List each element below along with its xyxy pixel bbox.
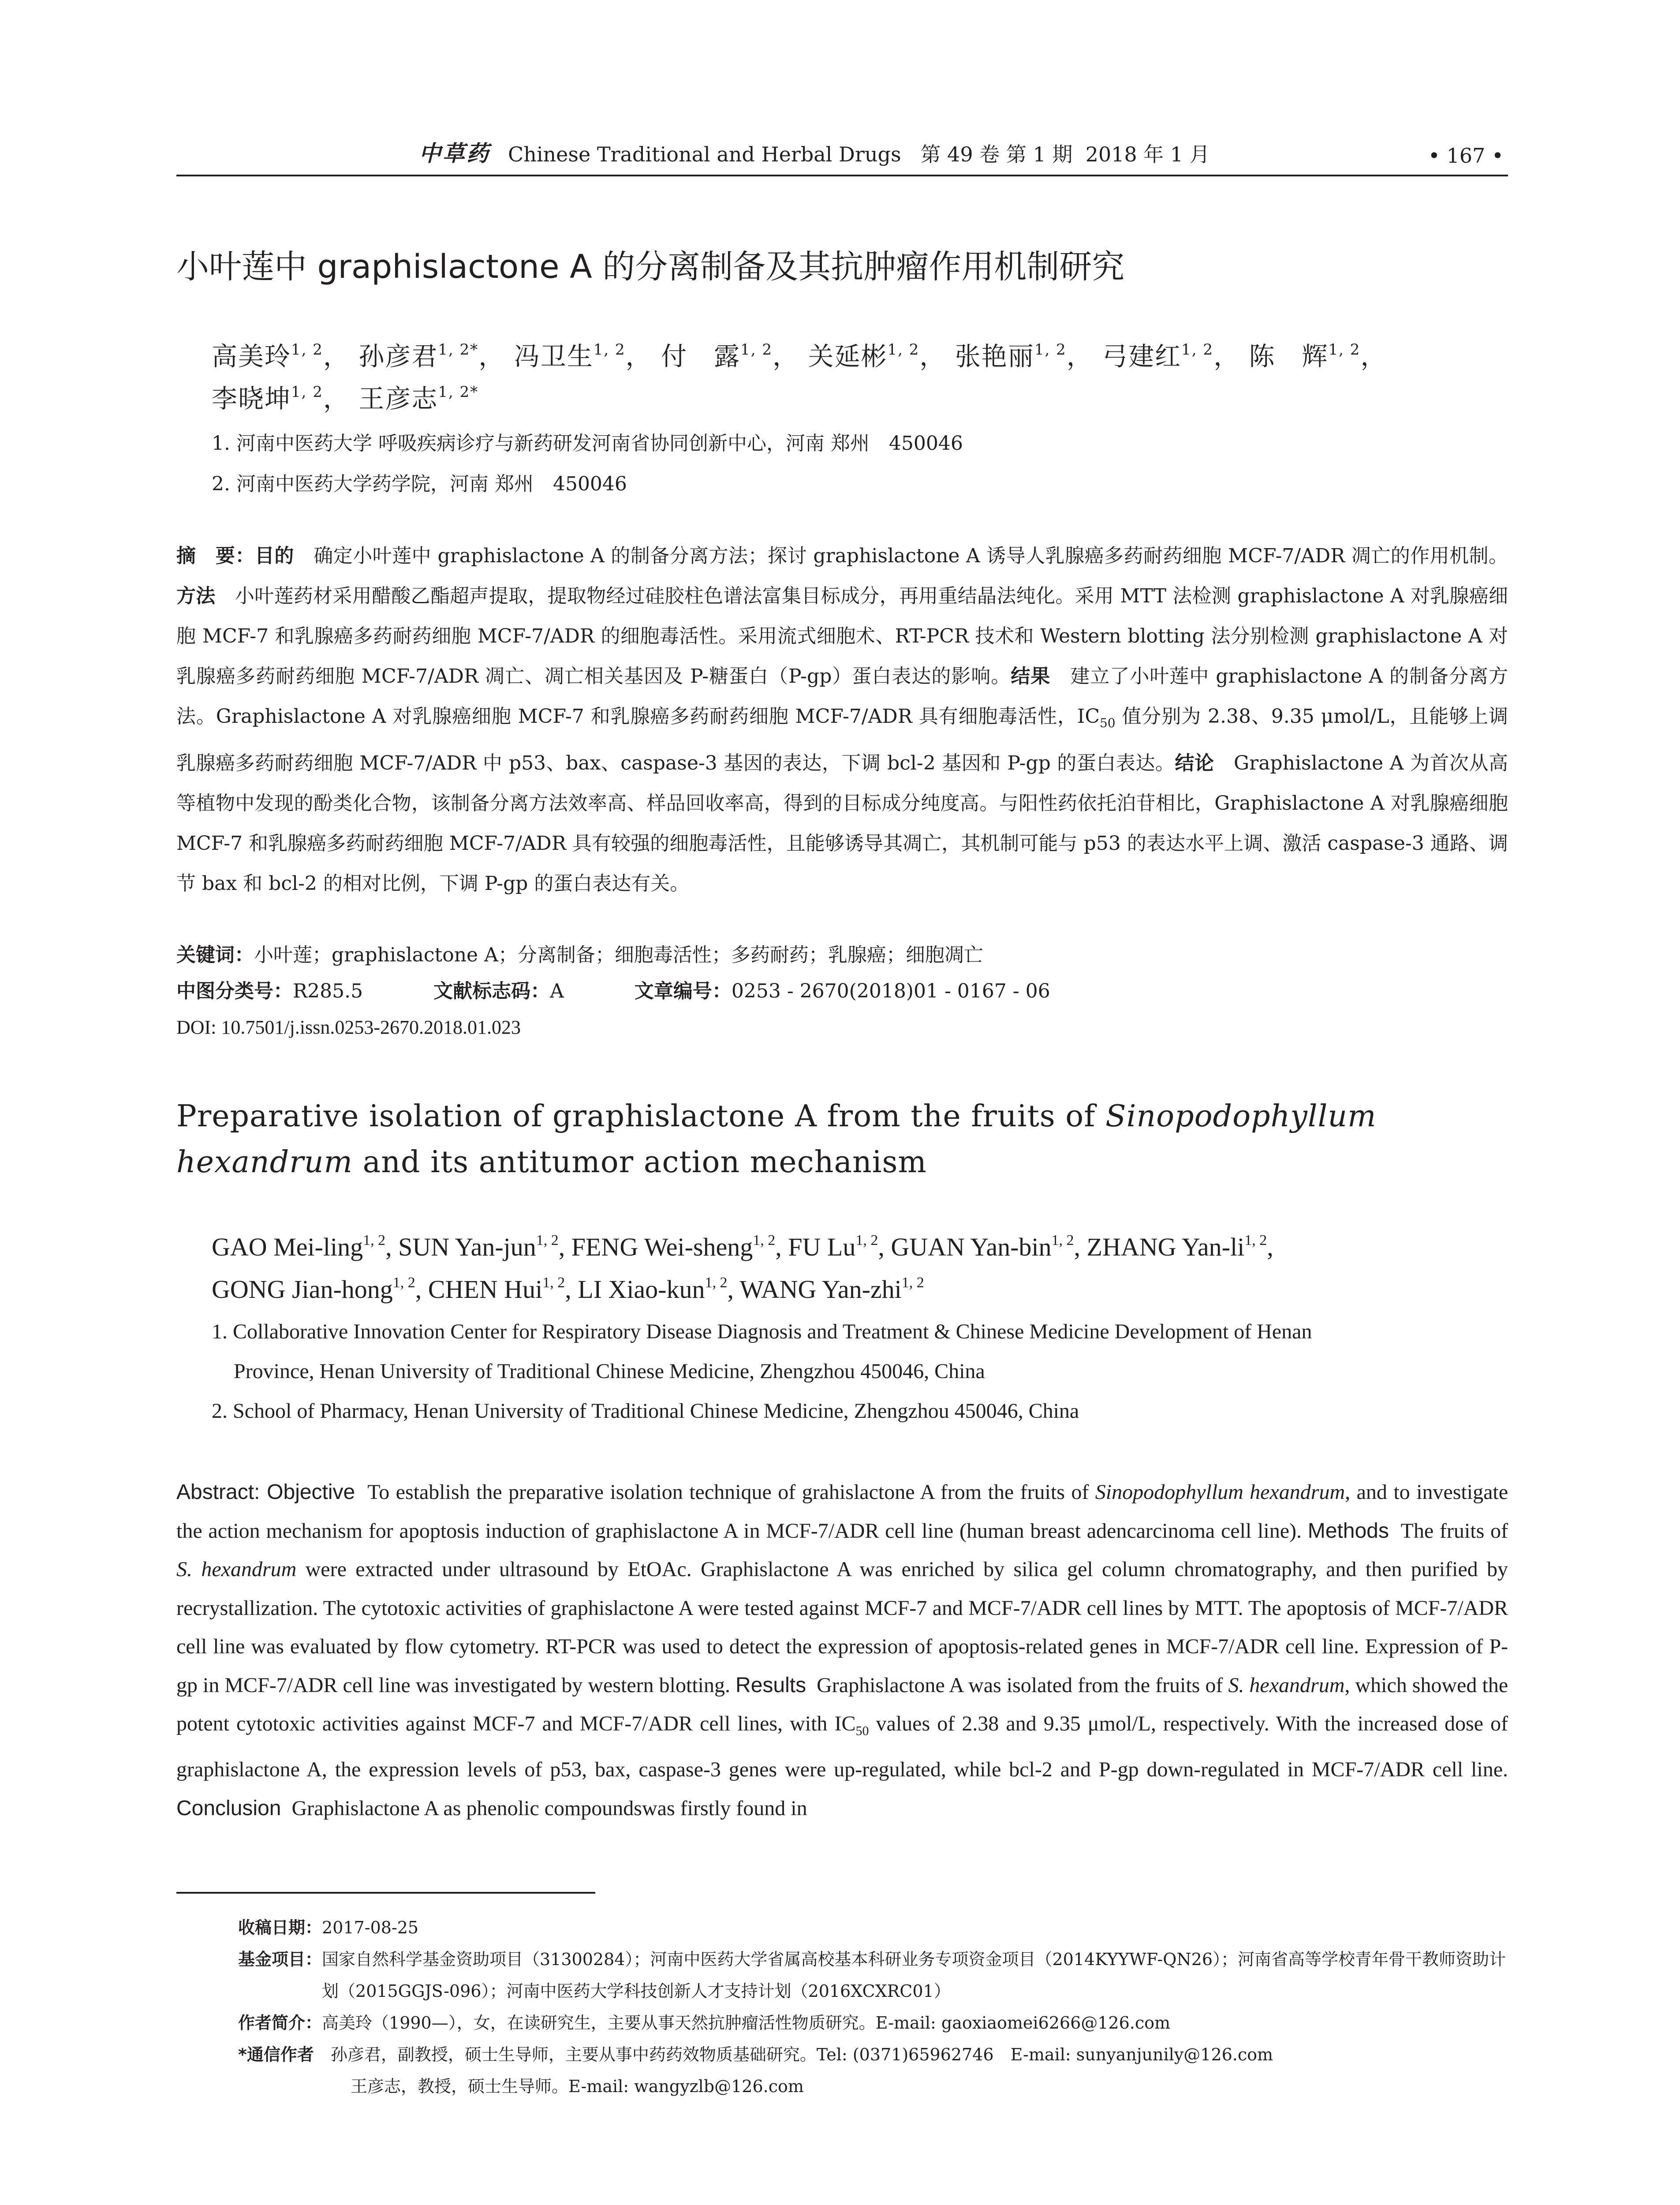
chinese-metadata: [176, 937, 1508, 1046]
author: ZHANG Yan-li$^{1, 2}$,: [1086, 1232, 1273, 1261]
author: GUAN Yan-bin$^{1, 2}$,: [891, 1232, 1087, 1261]
author: GAO Mei-ling$^{1, 2}$,: [212, 1232, 399, 1261]
footnote-divider: [176, 1892, 595, 1894]
doi-row: [176, 1009, 1508, 1046]
affiliation: 1. 河南中医药大学 呼吸疾病诊疗与新药研发河南省协同创新中心，河南 郑州 450046: [212, 432, 963, 455]
author: 李晓坤$^{1, 2}$，: [212, 383, 350, 414]
methods-label: 方法: [176, 585, 216, 607]
english-abstract: Abstract: Objective To establish the preparative isolation technique of grahislactone A from the fruits of Sinopodophyllum hexandrum, and to investigate the action mechanism for apoptosis induction of graphislactone A in MCF-7/ADR cell line (human breast adencarcinoma cell line). Methods The fruits of S. hexandrum were extracted under ultrasound by EtOAc. Graphislactone A was enriched by silica gel column chromatography, and then purified by recrystallization. The cytotoxic activities of graphislactone A were tested against MCF-7 and MCF-7/ADR cell lines by MTT. The apoptosis of MCF-7/ADR cell line was evaluated by flow cytometry. RT-PCR was used to detect the expression of apoptosis-related genes in MCF-7/ADR cell line. Expression of P-gp in MCF-7/ADR cell line was investigated by western blotting. Results Graphislactone A was isolated from the fruits of S. hexandrum, which showed the potent cytotoxic activities against MCF-7 and MCF-7/ADR cell lines, with $IC_{50}$ values of 2.38 and 9.35 μmol/L, respectively. With the increased dose of graphislactone A, the expression levels of p53, bax, caspase-3 genes were up-regulated, while bcl-2 and P-gp down-regulated in MCF-7/ADR cell line. Conclusion Graphislactone A as phenolic compoundswas firstly found in: [176, 1480, 1513, 1820]
author: GONG Jian-hong$^{1, 2}$,: [212, 1274, 428, 1304]
author: 付 露$^{1, 2}$，: [661, 341, 799, 371]
conclusion-label: Conclusion: [176, 1796, 281, 1820]
objective-label: 目的: [254, 545, 294, 567]
results-text-cont: 值分别为 2.38、9.35 μmol/L，且能够上调乳腺癌多药耐药细胞 MCF-7/ADR 中 p53、bax、caspase-3 基因的表达，下调 bcl-2 基因和 P-gp 的蛋白表达。: [176, 705, 1508, 774]
journal-logo: 中草药: [419, 140, 490, 166]
methods-label: Methods: [1307, 1519, 1389, 1543]
affiliation: 2. School of Pharmacy, Henan University of Traditional Chinese Medicine, Zhengzhou 450046, China: [212, 1399, 1079, 1423]
author: WANG Yan-zhi$^{1, 2}$: [739, 1274, 924, 1304]
ic50-subscript: 50: [1099, 715, 1116, 730]
chinese-affiliations: [212, 423, 1490, 505]
results-text: 建立了小叶莲中 graphislactone A 的制备分离方法。Graphislactone A 对乳腺癌细胞 MCF-7 和乳腺癌多药耐药细胞 MCF-7/ADR 具有细胞毒活性，IC: [176, 665, 1508, 728]
english-title: Preparative isolation of graphislactone A from the fruits of Sinopodophyllum hexandrum and its antitumor action mechanism: [176, 1099, 1377, 1180]
author: LI Xiao-kun$^{1, 2}$,: [578, 1274, 740, 1304]
chinese-title: 小叶莲中 graphislactone A 的分离制备及其抗肿瘤作用机制研究: [176, 248, 1125, 286]
results-label: 结果: [1011, 665, 1051, 688]
classification-row: [176, 973, 1508, 1009]
keywords-label: 关键词：: [176, 944, 254, 966]
keywords: 小叶莲；graphislactone A；分离制备；细胞毒活性；多药耐药；乳腺癌；细胞凋亡: [254, 944, 983, 966]
author: 弓建红$^{1, 2}$，: [1102, 341, 1240, 371]
footnotes: [238, 1912, 1508, 2102]
footnote-corresponding-2: 王彦志，教授，硕士生导师。E-mail: wangyzlb@126.com: [351, 2077, 804, 2096]
affiliation: 1. Collaborative Innovation Center for Respiratory Disease Diagnosis and Treatment & Chinese Medicine Development of Henan: [212, 1320, 1312, 1343]
author: SUN Yan-jun$^{1, 2}$,: [398, 1232, 571, 1261]
footnote-funding: 基金项目： 国家自然科学基金资助项目（31300284）；河南中医药大学省属高校基本科研业务专项资金项目（2014KYYWF-QN26）；河南省高等学校青年骨干教师资助计划（2015GGJS-096）；河南中医药大学科技创新人才支持计划（2016XCXRC01）: [238, 1950, 1506, 2001]
methods-text: 小叶莲药材采用醋酸乙酯超声提取，提取物经过硅胶柱色谱法富集目标成分，再用重结晶法纯化。采用 MTT 法检测 graphislactone A 对乳腺癌细胞 MCF-7 和乳腺癌多药耐药细胞 MCF-7/ADR 的细胞毒活性。采用流式细胞术、RT-PCR 技术和 Western blotting 法分别检测 graphislactone A 对乳腺癌多药耐药细胞 MCF-7/ADR 凋亡、凋亡相关基因及 P-糖蛋白（P-gp）蛋白表达的影响。: [176, 585, 1508, 688]
keywords-row: [176, 937, 1508, 973]
abstract-objective-label: Abstract: Objective: [176, 1480, 355, 1504]
article-no-value: 0253 - 2670(2018)01 - 0167 - 06: [731, 980, 1050, 1002]
footnote-received: 收稿日期： 2017-08-25: [238, 1918, 419, 1937]
footnote-author-bio: 作者简介： 高美玲（1990—），女，在读研究生，主要从事天然抗肿瘤活性物质研究。E-mail: gaoxiaomei6266@126.com: [238, 2013, 1171, 2033]
author: 关延彬$^{1, 2}$，: [808, 341, 946, 371]
results-label: Results: [735, 1673, 806, 1697]
journal-header: [419, 136, 1210, 168]
author: FENG Wei-sheng$^{1, 2}$,: [571, 1232, 788, 1261]
footnote-corresponding: *通信作者 孙彦君，副教授，硕士生导师，主要从事中药药效物质基础研究。Tel: (0371)65962746 E-mail: sunyanjunily@126.com: [238, 2045, 1273, 2064]
conclusion-text: Graphislactone A 为首次从高等植物中发现的酚类化合物，该制备分离方法效率高、样品回收率高，得到的目标成分纯度高。与阳性药依托泊苷相比，Graphislactone A 对乳腺癌细胞 MCF-7 和乳腺癌多药耐药细胞 MCF-7/ADR 具有较强的细胞毒活性，且能够诱导其凋亡，其机制可能与 p53 的表达水平上调、激活 caspase-3 通路、调节 bax 和 bcl-2 的相对比例，下调 P-gp 的蛋白表达有关。: [176, 751, 1508, 895]
english-authors: [212, 1226, 1508, 1311]
english-affiliations: [212, 1312, 1508, 1431]
doc-code-label: 文献标志码：: [433, 980, 550, 1002]
clc-value: R285.5: [293, 980, 363, 1002]
journal-issue-info: Chinese Traditional and Herbal Drugs 第 49 卷 第 1 期 2018 年 1 月: [508, 142, 1210, 166]
author: 陈 辉$^{1, 2}$，: [1249, 341, 1387, 371]
author: FU Lu$^{1, 2}$,: [788, 1232, 891, 1261]
running-header: [176, 140, 1508, 176]
chinese-authors: [212, 335, 1490, 420]
affiliation: 2. 河南中医药大学药学院，河南 郑州 450046: [212, 473, 627, 495]
page-number: • 167 •: [1428, 144, 1504, 168]
objective-text: 确定小叶莲中 graphislactone A 的制备分离方法；探讨 graphislactone A 诱导人乳腺癌多药耐药细胞 MCF-7/ADR 凋亡的作用机制。: [294, 545, 1508, 567]
abstract-label: 摘 要：: [176, 545, 255, 567]
doi: DOI: 10.7501/j.issn.0253-2670.2018.01.023: [176, 1017, 521, 1038]
author: 张艳丽$^{1, 2}$，: [955, 341, 1093, 371]
author: CHEN Hui$^{1, 2}$,: [428, 1274, 578, 1304]
doc-code-value: A: [550, 980, 564, 1002]
clc-label: 中图分类号：: [176, 980, 293, 1002]
author: 冯卫生$^{1, 2}$，: [514, 341, 652, 371]
article-no-label: 文章编号：: [634, 980, 732, 1002]
chinese-abstract: [176, 536, 1508, 904]
author: 孙彦君$^{1, 2*}$，: [358, 341, 505, 371]
author: 高美玲$^{1, 2}$，: [212, 341, 350, 371]
affiliation-cont: Province, Henan University of Traditional Chinese Medicine, Zhengzhou 450046, China: [234, 1360, 985, 1383]
author: 王彦志$^{1, 2*}$: [358, 383, 479, 414]
conclusion-label: 结论: [1175, 751, 1214, 774]
